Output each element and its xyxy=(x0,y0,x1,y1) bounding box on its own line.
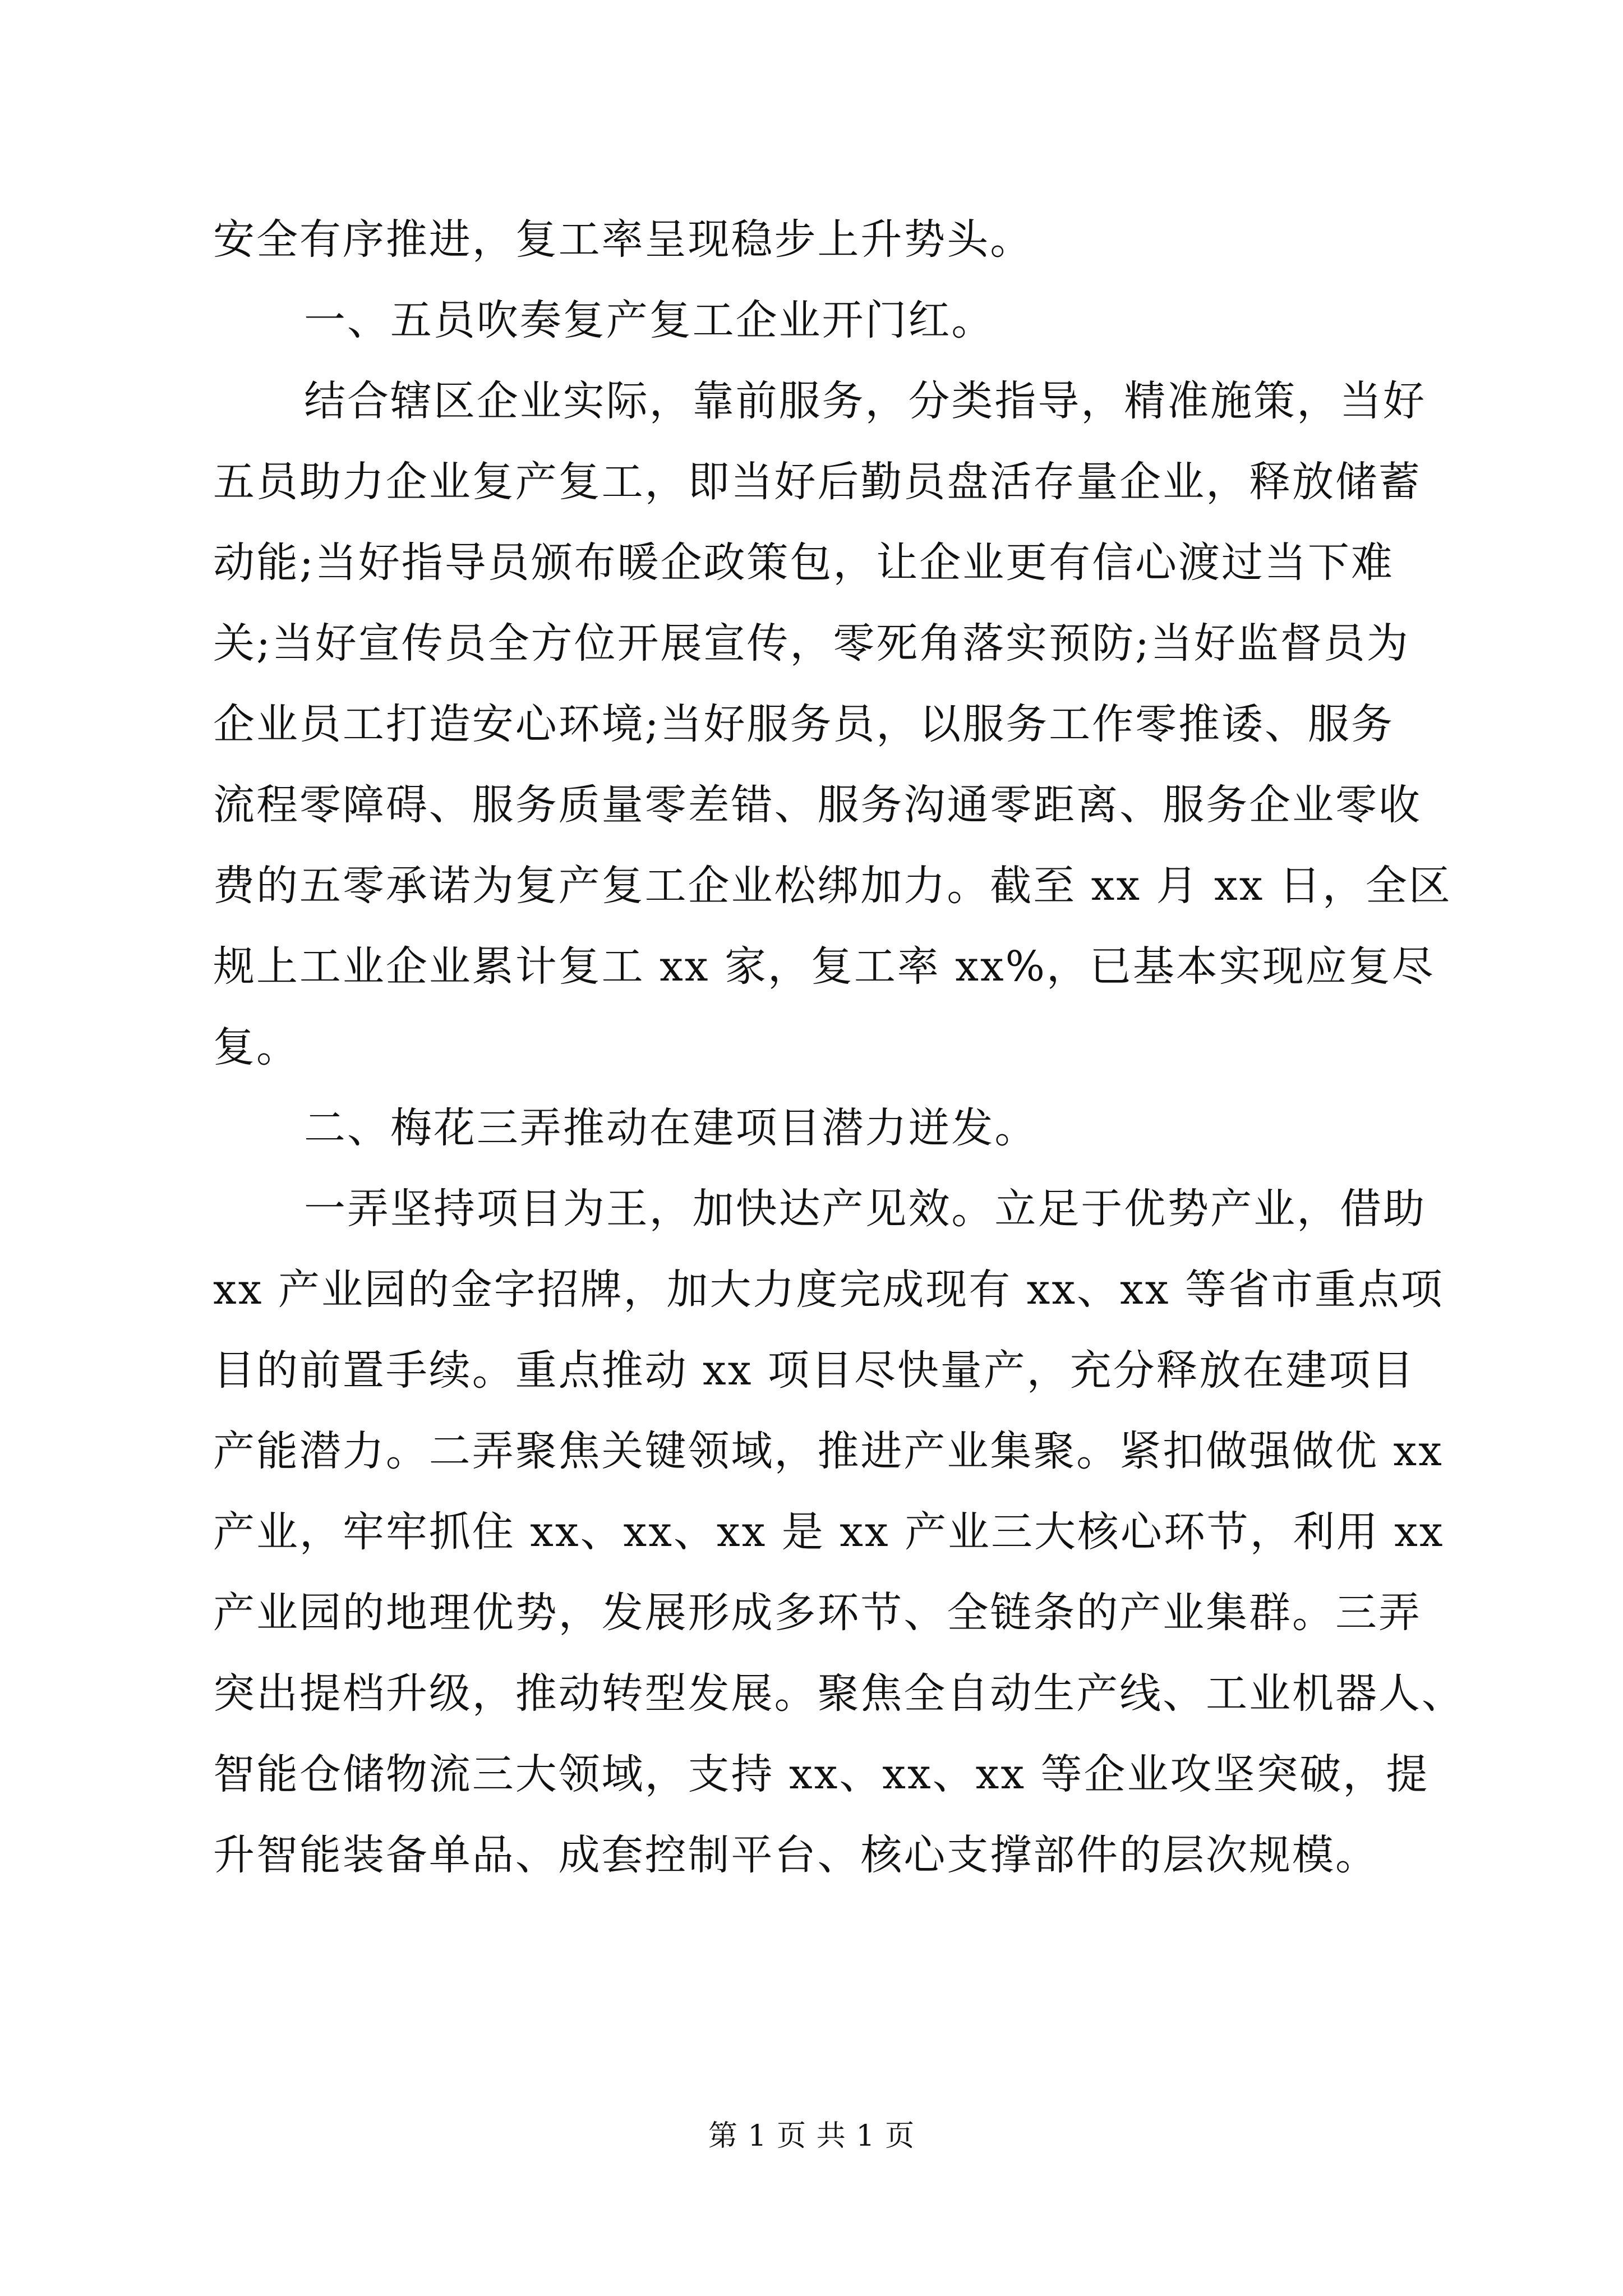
text-line: 目的前置手续。重点推动 xx 项目尽快量产，充分释放在建项目 xyxy=(213,1346,1415,1395)
text-line: 流程零障碍、服务质量零差错、服务沟通零距离、服务企业零收 xyxy=(213,781,1422,829)
section-heading: 一、五员吹奏复产复工企业开门红。 xyxy=(304,296,995,344)
text-line: 升智能装备单品、成套控制平台、核心支撑部件的层次规模。 xyxy=(213,1831,1378,1879)
text-line: 产业，牢牢抓住 xx、xx、xx 是 xx 产业三大核心环节，利用 xx xyxy=(213,1508,1445,1556)
text-line: 结合辖区企业实际，靠前服务，分类指导，精准施策，当好 xyxy=(304,377,1426,425)
text-line: 产能潜力。二弄聚焦关键领域，推进产业集聚。紧扣做强做优 xx xyxy=(213,1427,1444,1475)
text-line: 动能;当好指导员颁布暖企政策包，让企业更有信心渡过当下难 xyxy=(213,539,1394,587)
text-line: 费的五零承诺为复产复工企业松绑加力。截至 xx 月 xx 日，全区 xyxy=(213,862,1452,910)
section-heading: 二、梅花三弄推动在建项目潜力迸发。 xyxy=(304,1104,1038,1152)
text-line: 产业园的地理优势，发展形成多环节、全链条的产业集群。三弄 xyxy=(213,1589,1422,1637)
document-body xyxy=(213,199,1465,1895)
text-line: 规上工业企业累计复工 xx 家，复工率 xx%，已基本实现应复尽 xyxy=(213,942,1435,991)
text-line: 安全有序推进，复工率呈现稳步上升势头。 xyxy=(213,215,1034,264)
text-line: 企业员工打造安心环境;当好服务员，以服务工作零推诿、服务 xyxy=(213,700,1394,748)
text-line: 突出提档升级，推动转型发展。聚焦全自动生产线、工业机器人、 xyxy=(213,1669,1465,1718)
page-number-footer: 第 1 页 共 1 页 xyxy=(708,2119,915,2153)
text-line: 智能仓储物流三大领域，支持 xx、xx、xx 等企业攻坚突破，提 xyxy=(213,1750,1430,1798)
text-line: xx 产业园的金字招牌，加大力度完成现有 xx、xx 等省市重点项 xyxy=(213,1266,1444,1314)
text-line: 一弄坚持项目为王，加快达产见效。立足于优势产业，借助 xyxy=(304,1185,1426,1233)
text-line: 复。 xyxy=(213,1023,299,1071)
text-line: 五员助力企业复产复工，即当好后勤员盘活存量企业，释放储蓄 xyxy=(213,458,1422,506)
text-line: 关;当好宣传员全方位开展宣传，零死角落实预防;当好监督员为 xyxy=(213,619,1410,668)
